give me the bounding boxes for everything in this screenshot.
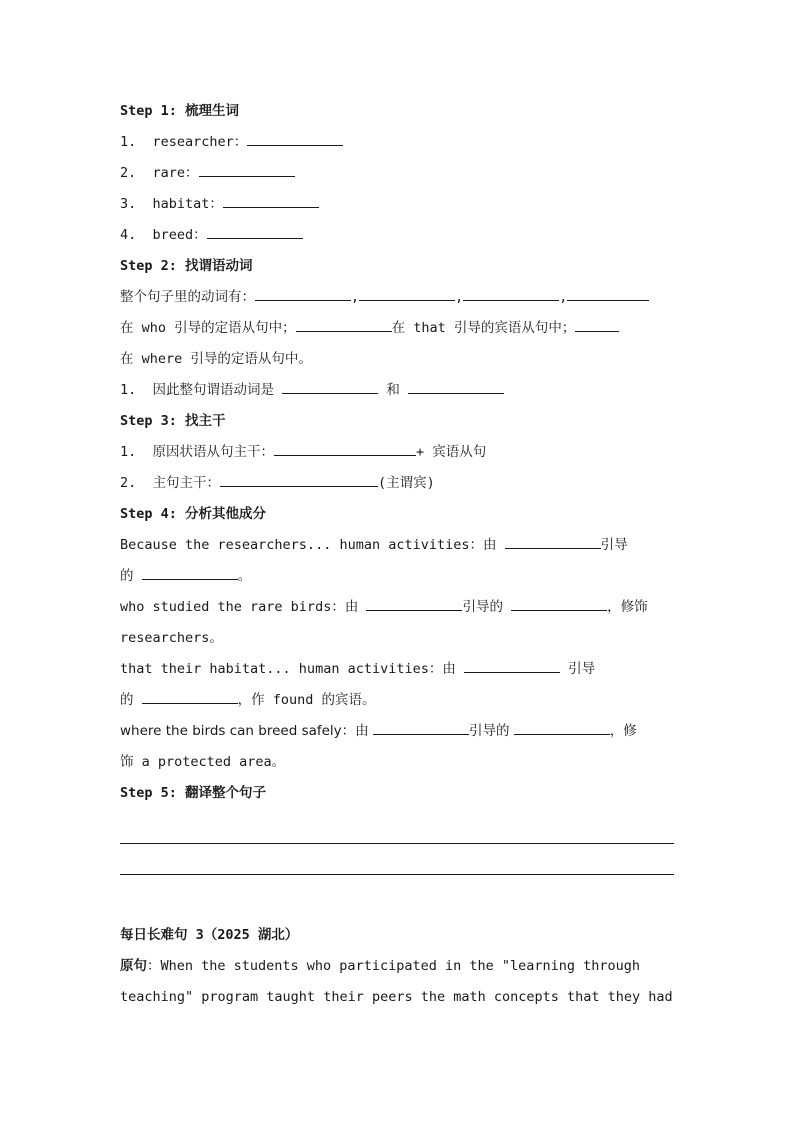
predicate-item — [120, 379, 674, 410]
verbs-label: 整个句子里的动词有： — [120, 289, 255, 305]
who-clause-text: 在 who 引导的定语从句中； — [120, 320, 296, 336]
analysis-text: 引导的 — [468, 723, 510, 739]
answer-blank[interactable] — [505, 534, 601, 549]
answer-blank[interactable] — [408, 379, 504, 394]
answer-blank[interactable] — [247, 131, 343, 146]
analysis-text: that their habitat... human activities：由 — [120, 661, 456, 677]
analysis-2b: researchers。 — [120, 630, 223, 646]
analysis-2a — [120, 596, 674, 627]
original-text: When the students who participated in the "learning through — [160, 958, 641, 974]
analysis-1b — [120, 565, 674, 596]
answer-blank[interactable] — [223, 193, 319, 208]
answer-blank[interactable] — [282, 379, 378, 394]
comma: , — [455, 289, 464, 305]
item-number: 2. — [120, 475, 137, 491]
analysis-1a — [120, 534, 674, 565]
answer-blank[interactable] — [511, 596, 607, 611]
comma: , — [351, 289, 360, 305]
answer-blank[interactable] — [220, 472, 378, 487]
analysis-text: 引导的 — [462, 599, 503, 615]
item-number: 1. — [120, 382, 137, 398]
step3-heading: Step 3: 找主干 — [120, 413, 226, 429]
original-label: 原句 — [120, 958, 147, 974]
comma: , — [559, 289, 568, 305]
trunk-tail: + 宾语从句 — [416, 444, 487, 460]
analysis-text: Because the researchers... human activities：由 — [120, 537, 497, 553]
answer-blank[interactable] — [359, 286, 455, 301]
sentence-title: 每日长难句 3（2025 湖北） — [120, 927, 299, 943]
analysis-text: who studied the rare birds：由 — [120, 599, 359, 615]
analysis-text: ，修饰 — [607, 599, 648, 615]
analysis-text: 的 — [120, 692, 134, 708]
analysis-text: 。 — [237, 568, 252, 584]
item-number: 2. — [120, 165, 137, 181]
that-clause-text: 在 that 引导的宾语从句中； — [391, 320, 576, 336]
answer-blank[interactable] — [199, 162, 295, 177]
translation-line-2[interactable] — [120, 844, 674, 875]
item-number: 1. — [120, 444, 137, 460]
trunk-tail: (主谓宾) — [378, 475, 435, 491]
trunk-label: 主句主干： — [152, 475, 221, 491]
original-sentence-line-1 — [120, 955, 674, 986]
analysis-text: ，修 — [609, 723, 637, 739]
answer-blank[interactable] — [296, 317, 392, 332]
analysis-4b: 饰 a protected area。 — [120, 754, 286, 770]
answer-blank[interactable] — [514, 720, 610, 735]
analysis-3b — [120, 689, 674, 720]
answer-blank[interactable] — [142, 565, 238, 580]
analysis-3a — [120, 658, 674, 689]
vocab-item-3 — [120, 193, 674, 224]
answer-blank[interactable] — [567, 286, 649, 301]
answer-blank[interactable] — [463, 286, 559, 301]
trunk-item-2 — [120, 472, 674, 503]
answer-blank[interactable] — [464, 658, 560, 673]
analysis-text: 引导 — [600, 537, 628, 553]
answer-blank[interactable] — [255, 286, 351, 301]
analysis-4a — [120, 720, 674, 751]
analysis-text: ，作 found 的宾语。 — [237, 692, 376, 708]
where-clause-line: 在 where 引导的定语从句中。 — [120, 351, 312, 367]
answer-blank[interactable] — [366, 596, 462, 611]
answer-blank[interactable] — [575, 317, 619, 332]
answer-blank[interactable] — [373, 720, 469, 735]
item-number: 1. — [120, 134, 137, 150]
item-number: 4. — [120, 227, 137, 243]
analysis-text: 引导 — [568, 661, 596, 677]
verbs-line — [120, 286, 674, 317]
step1-heading: Step 1: 梳理生词 — [120, 103, 240, 119]
colon: ： — [147, 958, 161, 974]
spacer — [120, 875, 674, 924]
trunk-item-1 — [120, 441, 674, 472]
vocab-item-4 — [120, 224, 674, 255]
and-text: 和 — [386, 382, 400, 398]
vocab-item-2 — [120, 162, 674, 193]
vocab-word: researcher： — [152, 134, 248, 150]
vocab-word: breed： — [152, 227, 207, 243]
analysis-text: 的 — [120, 568, 134, 584]
trunk-label: 原因状语从句主干： — [152, 444, 275, 460]
vocab-word: rare： — [152, 165, 199, 181]
vocab-item-1 — [120, 131, 674, 162]
translation-line-1[interactable] — [120, 813, 674, 844]
step4-heading: Step 4: 分析其他成分 — [120, 506, 267, 522]
item-number: 3. — [120, 196, 137, 212]
step2-heading: Step 2: 找谓语动词 — [120, 258, 253, 274]
answer-blank[interactable] — [274, 441, 416, 456]
analysis-text: where the birds can breed safely：由 — [120, 723, 369, 739]
answer-blank[interactable] — [207, 224, 303, 239]
predicate-text: 因此整句谓语动词是 — [152, 382, 275, 398]
vocab-word: habitat： — [152, 196, 223, 212]
clause-verbs-line — [120, 317, 674, 348]
step5-heading: Step 5: 翻译整个句子 — [120, 785, 267, 801]
worksheet-content — [120, 100, 674, 1017]
original-sentence-line-2: teaching" program taught their peers the math concepts that they had — [120, 989, 673, 1005]
answer-blank[interactable] — [142, 689, 238, 704]
